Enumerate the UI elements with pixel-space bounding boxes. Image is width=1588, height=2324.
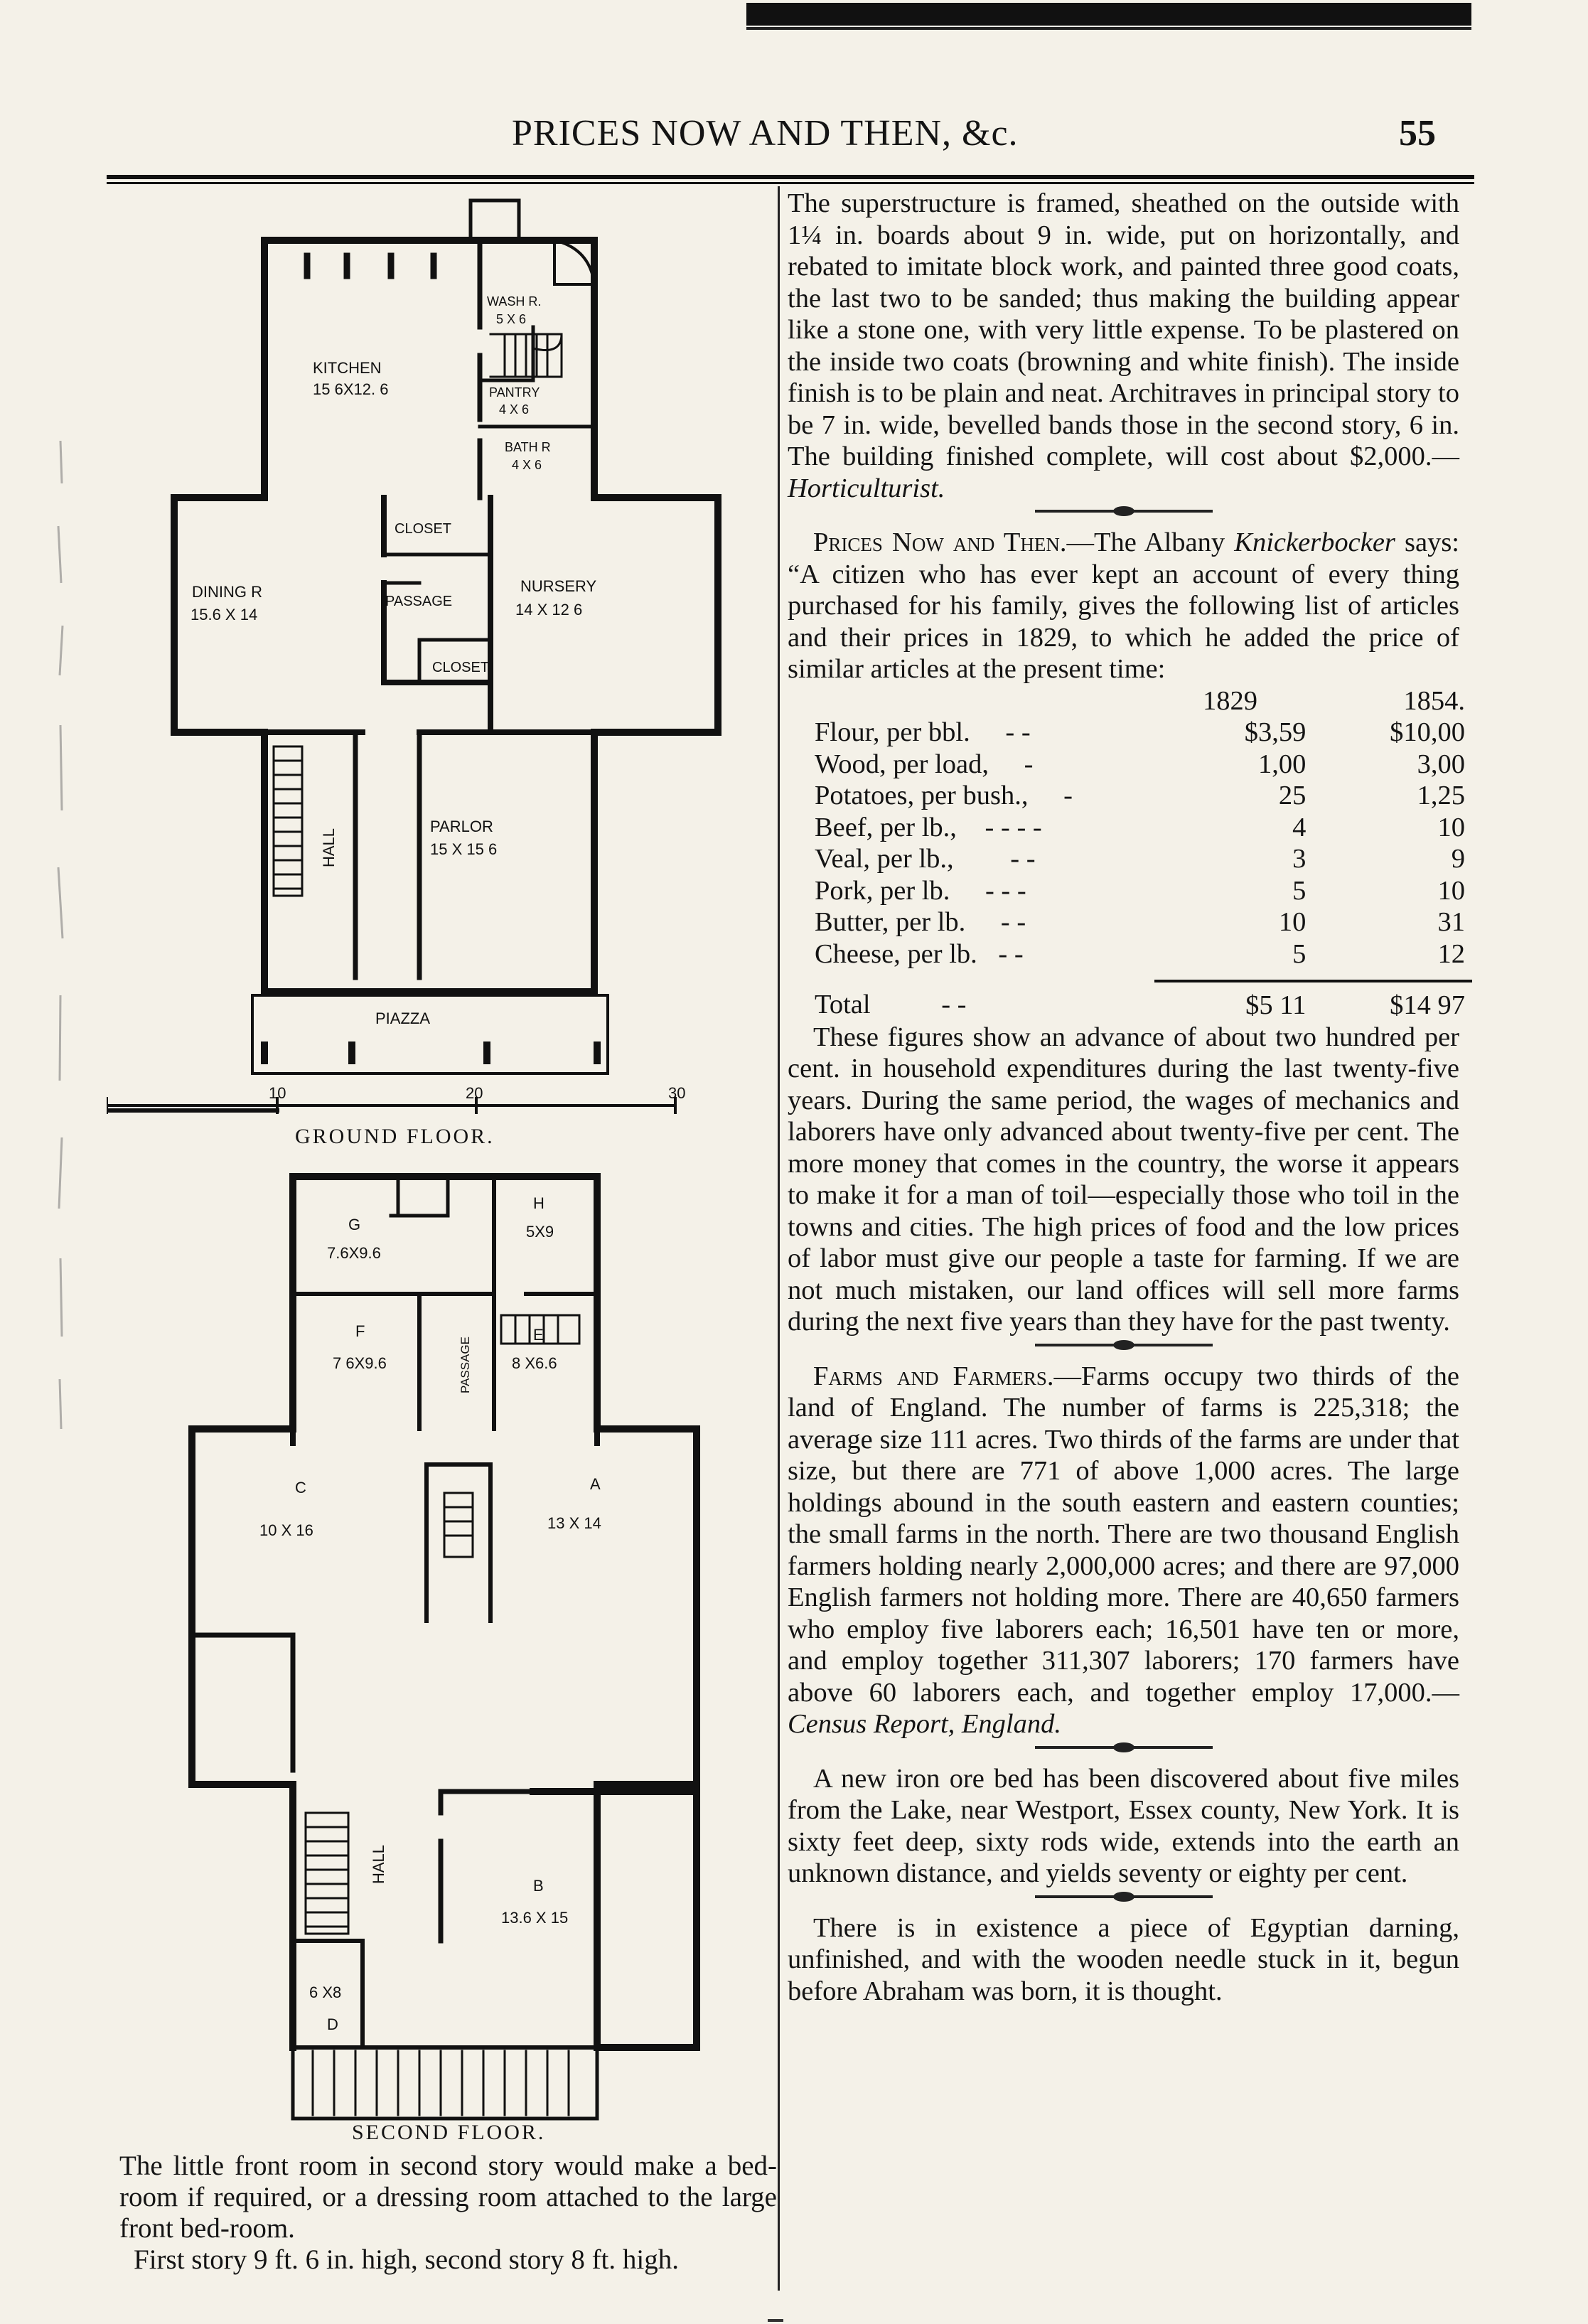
heading-farms-and-farmers: Farms and Farmers. [813, 1361, 1054, 1391]
room-label-piazza: PIAZZA [375, 1010, 431, 1027]
heading-prices-now-and-then: Prices Now and Then. [813, 528, 1067, 557]
table-header-row [815, 685, 1472, 717]
paragraph-iron-ore: A new iron ore bed has been discovered about five miles from the Lake, near Westport, Essex county, New York. It is sixty feet deep, sixty rods wide, extends into the earth an unknown distance, and yields seventy or eighty per cent. [788, 1763, 1459, 1888]
room-label-bath: BATH R [505, 440, 551, 454]
section-separator [1035, 1746, 1213, 1749]
room-label-b: B [533, 1877, 544, 1895]
footer-mark [768, 2319, 783, 2322]
room-label-parlor: PARLOR [430, 818, 493, 835]
table-row: Butter, per lb. - - 10 31 [815, 907, 1465, 937]
section-separator [1035, 1895, 1213, 1898]
room-label-hall: HALL [320, 828, 338, 867]
scale-label-30: 30 [668, 1084, 686, 1102]
room-size-bath: 4 X 6 [512, 458, 542, 472]
room-label-dining: DINING R [192, 583, 262, 601]
paragraph-farms: Farms and Farmers.—Farms occupy two thirds of the land of England. The number of farms is 225,318; the average size 111 acres. Two thirds of the farms are under that size, but there are 771 of above 1,000 acres. The large holdings abound in the south eastern and eastern counties; the small farms in the north. There are two thousand English farmers holding nearly 2,000,000 acres; and there are 97,000 English farmers not holding more. There are 40,650 farmers who employ five laborers each; 16,501 have ten or more, and employ together 311,307 laborers; 170 farmers have above 60 laborers each, and together employ 17,000.—Census Report, England. [788, 1361, 1459, 1739]
room-size-pantry: 4 X 6 [499, 402, 530, 417]
top-rule-thin [746, 27, 1471, 30]
year-1854: 1854. [1403, 685, 1465, 716]
room-label-kitchen: KITCHEN [313, 359, 382, 377]
running-header-title: PRICES NOW AND THEN, &c. [512, 113, 1019, 154]
year-1829: 1829 [1203, 685, 1258, 716]
header-rule-thick [107, 175, 1474, 179]
source-horticulturist: Horticulturist. [788, 473, 945, 503]
floor-plans-figure [107, 185, 775, 2147]
room-label-c: C [295, 1479, 306, 1496]
room-size-b: 13.6 X 15 [501, 1909, 569, 1927]
table-row: Wood, per load, - 1,00 3,00 [815, 749, 1465, 779]
room-label-g: G [348, 1216, 361, 1233]
room-size-a: 13 X 14 [547, 1514, 601, 1532]
table-row: Potatoes, per bush., - 25 1,25 [815, 781, 1465, 810]
room-size-h: 5X9 [526, 1223, 554, 1241]
room-size-wash: 5 X 6 [496, 312, 527, 326]
room-size-f: 7 6X9.6 [333, 1354, 387, 1372]
page-number: 55 [1399, 113, 1436, 154]
room-label-passage: PASSAGE [385, 594, 453, 609]
room-size-d: 6 X8 [309, 1983, 342, 2001]
table-sum-rule-row [815, 970, 1472, 981]
total-label: Total [815, 990, 871, 1019]
paper-knickerbocker: Knickerbocker [1234, 528, 1395, 557]
total-1829: $5 11 [1245, 990, 1307, 1020]
price-comparison-table [815, 685, 1472, 1022]
room-label-a: A [590, 1475, 601, 1493]
room-label-closet-1: CLOSET [395, 521, 452, 537]
left-paragraph-story-heights: First story 9 ft. 6 in. high, second story 8 ft. high. [134, 2244, 679, 2275]
top-rule [746, 3, 1471, 26]
table-row: Cheese, per lb. - - 5 12 [815, 938, 1465, 969]
table-total-row: Total - - $5 11 $14 97 [815, 981, 1472, 1022]
room-label-hall-2: HALL [370, 1844, 387, 1884]
source-census-report: Census Report, England. [788, 1709, 1061, 1739]
room-label-e: E [533, 1326, 544, 1344]
room-label-wash: WASH R. [487, 294, 542, 309]
room-size-g: 7.6X9.6 [327, 1244, 381, 1262]
table-row: Pork, per lb. - - - 5 10 [815, 875, 1465, 906]
room-size-c: 10 X 16 [259, 1521, 313, 1539]
right-column [788, 188, 1465, 2007]
scale-label-10: 10 [269, 1084, 286, 1102]
left-column-text [119, 2151, 777, 2276]
room-label-f: F [355, 1322, 365, 1340]
section-separator [1035, 510, 1213, 513]
section-separator [1035, 1344, 1213, 1346]
table-row: Beef, per lb., - - - - 4 10 [815, 812, 1465, 842]
room-size-nursery: 14 X 12 6 [515, 601, 583, 619]
scale-label-20: 20 [466, 1084, 483, 1102]
room-label-d: D [327, 2015, 338, 2033]
room-size-kitchen: 15 6X12. 6 [313, 380, 389, 398]
room-size-e: 8 X6.6 [512, 1354, 557, 1372]
caption-ground-floor: GROUND FLOOR. [295, 1125, 495, 1148]
column-divider [778, 186, 780, 2291]
room-label-pantry: PANTRY [489, 385, 540, 400]
total-1854: $14 97 [1390, 990, 1465, 1020]
paragraph-egyptian-darning: There is in existence a piece of Egyptian darning, unfinished, and with the wooden needle stuck in it, begun before Abraham was born, it is thought. [788, 1912, 1459, 2006]
room-size-parlor: 15 X 15 6 [430, 840, 498, 858]
paragraph-prices-analysis: These figures show an advance of about two hundred per cent. in household expenditures during the last twenty-five years. During the same period, the wages of mechanics and laborers have only advanced about twenty-five per cent. The more money that comes in the country, the worse it appears to make it for a man of toil—especially those who toil in the towns and cities. The high prices of food and the low prices of labor must give our people a taste for farming. If we are not much mistaken, our land offices will sell more farms during the next five years than they have for the past twenty. [788, 1022, 1459, 1337]
paragraph-superstructure: The superstructure is framed, sheathed on the outside with 1¼ in. boards about 9 in. wide, put on horizontally, and rebated to imitate block work, and painted three good coats, the last two to be sanded; thus making the building appear like a stone one, with very little expense. To be plastered on the inside two coats (browning and white finish). The inside finish is to be plain and neat. Architraves in principal story to be 7 in. wide, bevelled bands those in the second story, 6 in. The building finished complete, will cost about $2,000.—Horticulturist. [788, 188, 1459, 503]
room-label-nursery: NURSERY [520, 577, 597, 595]
paragraph-prices-intro: Prices Now and Then.—The Albany Knickerbocker says: “A citizen who has ever kept an account of every thing purchased for his family, gives the following list of articles and their prices in 1829, to which he added the price of similar articles at the present time: [788, 528, 1459, 684]
header-rule-thin [107, 182, 1474, 184]
room-label-closet-2: CLOSET [432, 660, 490, 675]
table-row: Flour, per bbl. - - $3,59 $10,00 [815, 717, 1465, 747]
table-row: Veal, per lb., - - 3 9 [815, 844, 1465, 874]
left-paragraph-front-room: The little front room in second story would make a bed-room if required, or a dressing room attached to the large front bed-room. [119, 2151, 777, 2244]
caption-second-floor: SECOND FLOOR. [352, 2121, 546, 2144]
room-size-dining: 15.6 X 14 [191, 606, 258, 623]
room-label-h: H [533, 1194, 544, 1212]
margin-scan-marks [43, 441, 78, 1436]
room-label-passage-2: PASSAGE [458, 1337, 472, 1393]
